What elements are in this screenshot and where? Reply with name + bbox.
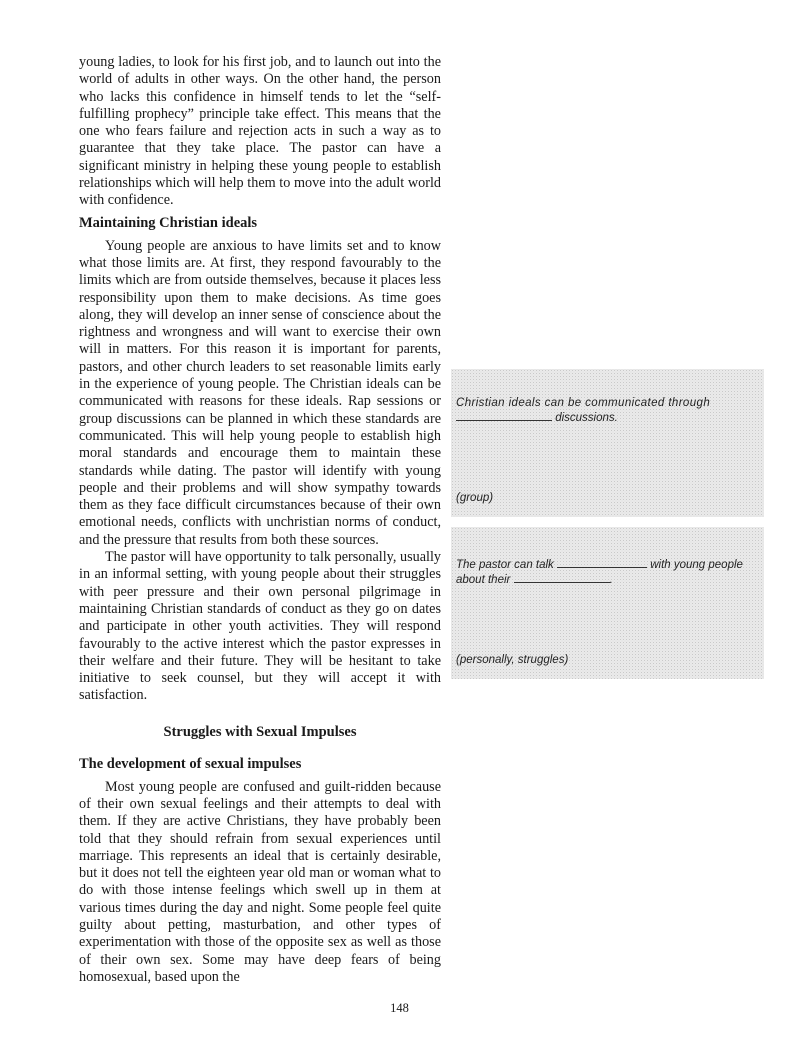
review-question-2-line-1	[456, 557, 760, 572]
answer-blank[interactable]	[514, 572, 610, 583]
review-question-2-part-1: The pastor can talk	[456, 559, 554, 571]
answer-blank[interactable]	[557, 557, 647, 568]
review-question-1-tail: discussions.	[555, 412, 618, 424]
main-text-column	[79, 54, 441, 986]
page-number: 148	[390, 1001, 409, 1015]
review-question-2-part-2: with young people	[650, 559, 743, 571]
review-question-1-line-1: Christian ideals can be communicated through	[456, 397, 711, 409]
review-question-1	[456, 397, 760, 425]
paragraph-sexual-feelings: Most young people are confused and guilt-ridden because of their own sexual feelings and their attempts to deal with them. If they are active Christians, they have probably been told that they should refrain from sexual experiences until marriage. This represents an ideal that is certainly desirable, but it does not tell the eighteen year old man or woman what to do with those intense feelings which swell up in them at various times during the day and night. Some people feel quite guilty about petting, masturbation, and other types of experimentation with those of the opposite sex as well as those of their own sex. Some may have deep fears of being homosexual, based upon the	[79, 778, 441, 985]
heading-development-sexual-impulses: The development of sexual impulses	[79, 755, 302, 772]
review-answer-1: (group)	[456, 492, 494, 504]
answer-blank[interactable]	[456, 410, 552, 421]
review-question-2-line-2: about their .	[456, 574, 613, 586]
review-answer-2: (personally, struggles)	[456, 654, 569, 666]
heading-maintaining-christian-ideals: Maintaining Christian ideals	[79, 214, 258, 231]
section-title-sexual-impulses: Struggles with Sexual Impulses	[163, 723, 357, 740]
review-question-2-part-3: about their	[456, 574, 511, 586]
review-question-2	[456, 557, 760, 587]
paragraph-limits: Young people are anxious to have limits set and to know what those limits are. At first, they respond favourably to the limits which are from outside themselves, because it places less responsibility upon them to make decisions. As time goes along, they will develop an inner sense of conscience about the rightness and wrongness and will want to exercise their own will in matters. For this reason it is important for parents, pastors, and other church leaders to set reasonable limits early in the experience of young people. The Christian ideals can be communicated with reasons for these ideals. Rap sessions or group discussions can be planned in which these standards are communicated. This will help young people to establish high moral standards and encourage them to maintain these standards while dating. The pastor will identify with young people and their problems and will show sympathy towards them as they face difficult circumstances because of their own emotional needs, conflicts with unchristian norms of conduct, and the pressure that results from both these sources.	[79, 237, 441, 548]
review-box-1	[451, 369, 764, 517]
review-box-2	[451, 527, 764, 679]
review-question-1-line-2	[456, 410, 760, 425]
paragraph-talk-personally: The pastor will have opportunity to talk personally, usually in an informal setting, with young people about their struggles with peer pressure and their own personal pilgrimage in maintaining Christian standards of conduct as they go on dates and participate in other youth activities. They will respond favourably to the active interest which the pastor expresses in their welfare and their future. They will be hesitant to take initiative to seek counsel, but they will accept it with satisfaction.	[79, 549, 441, 704]
paragraph-confidence: young ladies, to look for his first job, and to launch out into the world of adults in other ways. On the other hand, the person who lacks this confidence in himself tends to let the “self-fulfilling prophecy” principle take effect. This means that the one who fears failure and rejection acts in such a way as to guarantee that they take place. The pastor can have a significant ministry in helping these young people to establish relationships which will help them to move into the adult world with confidence.	[79, 54, 441, 209]
